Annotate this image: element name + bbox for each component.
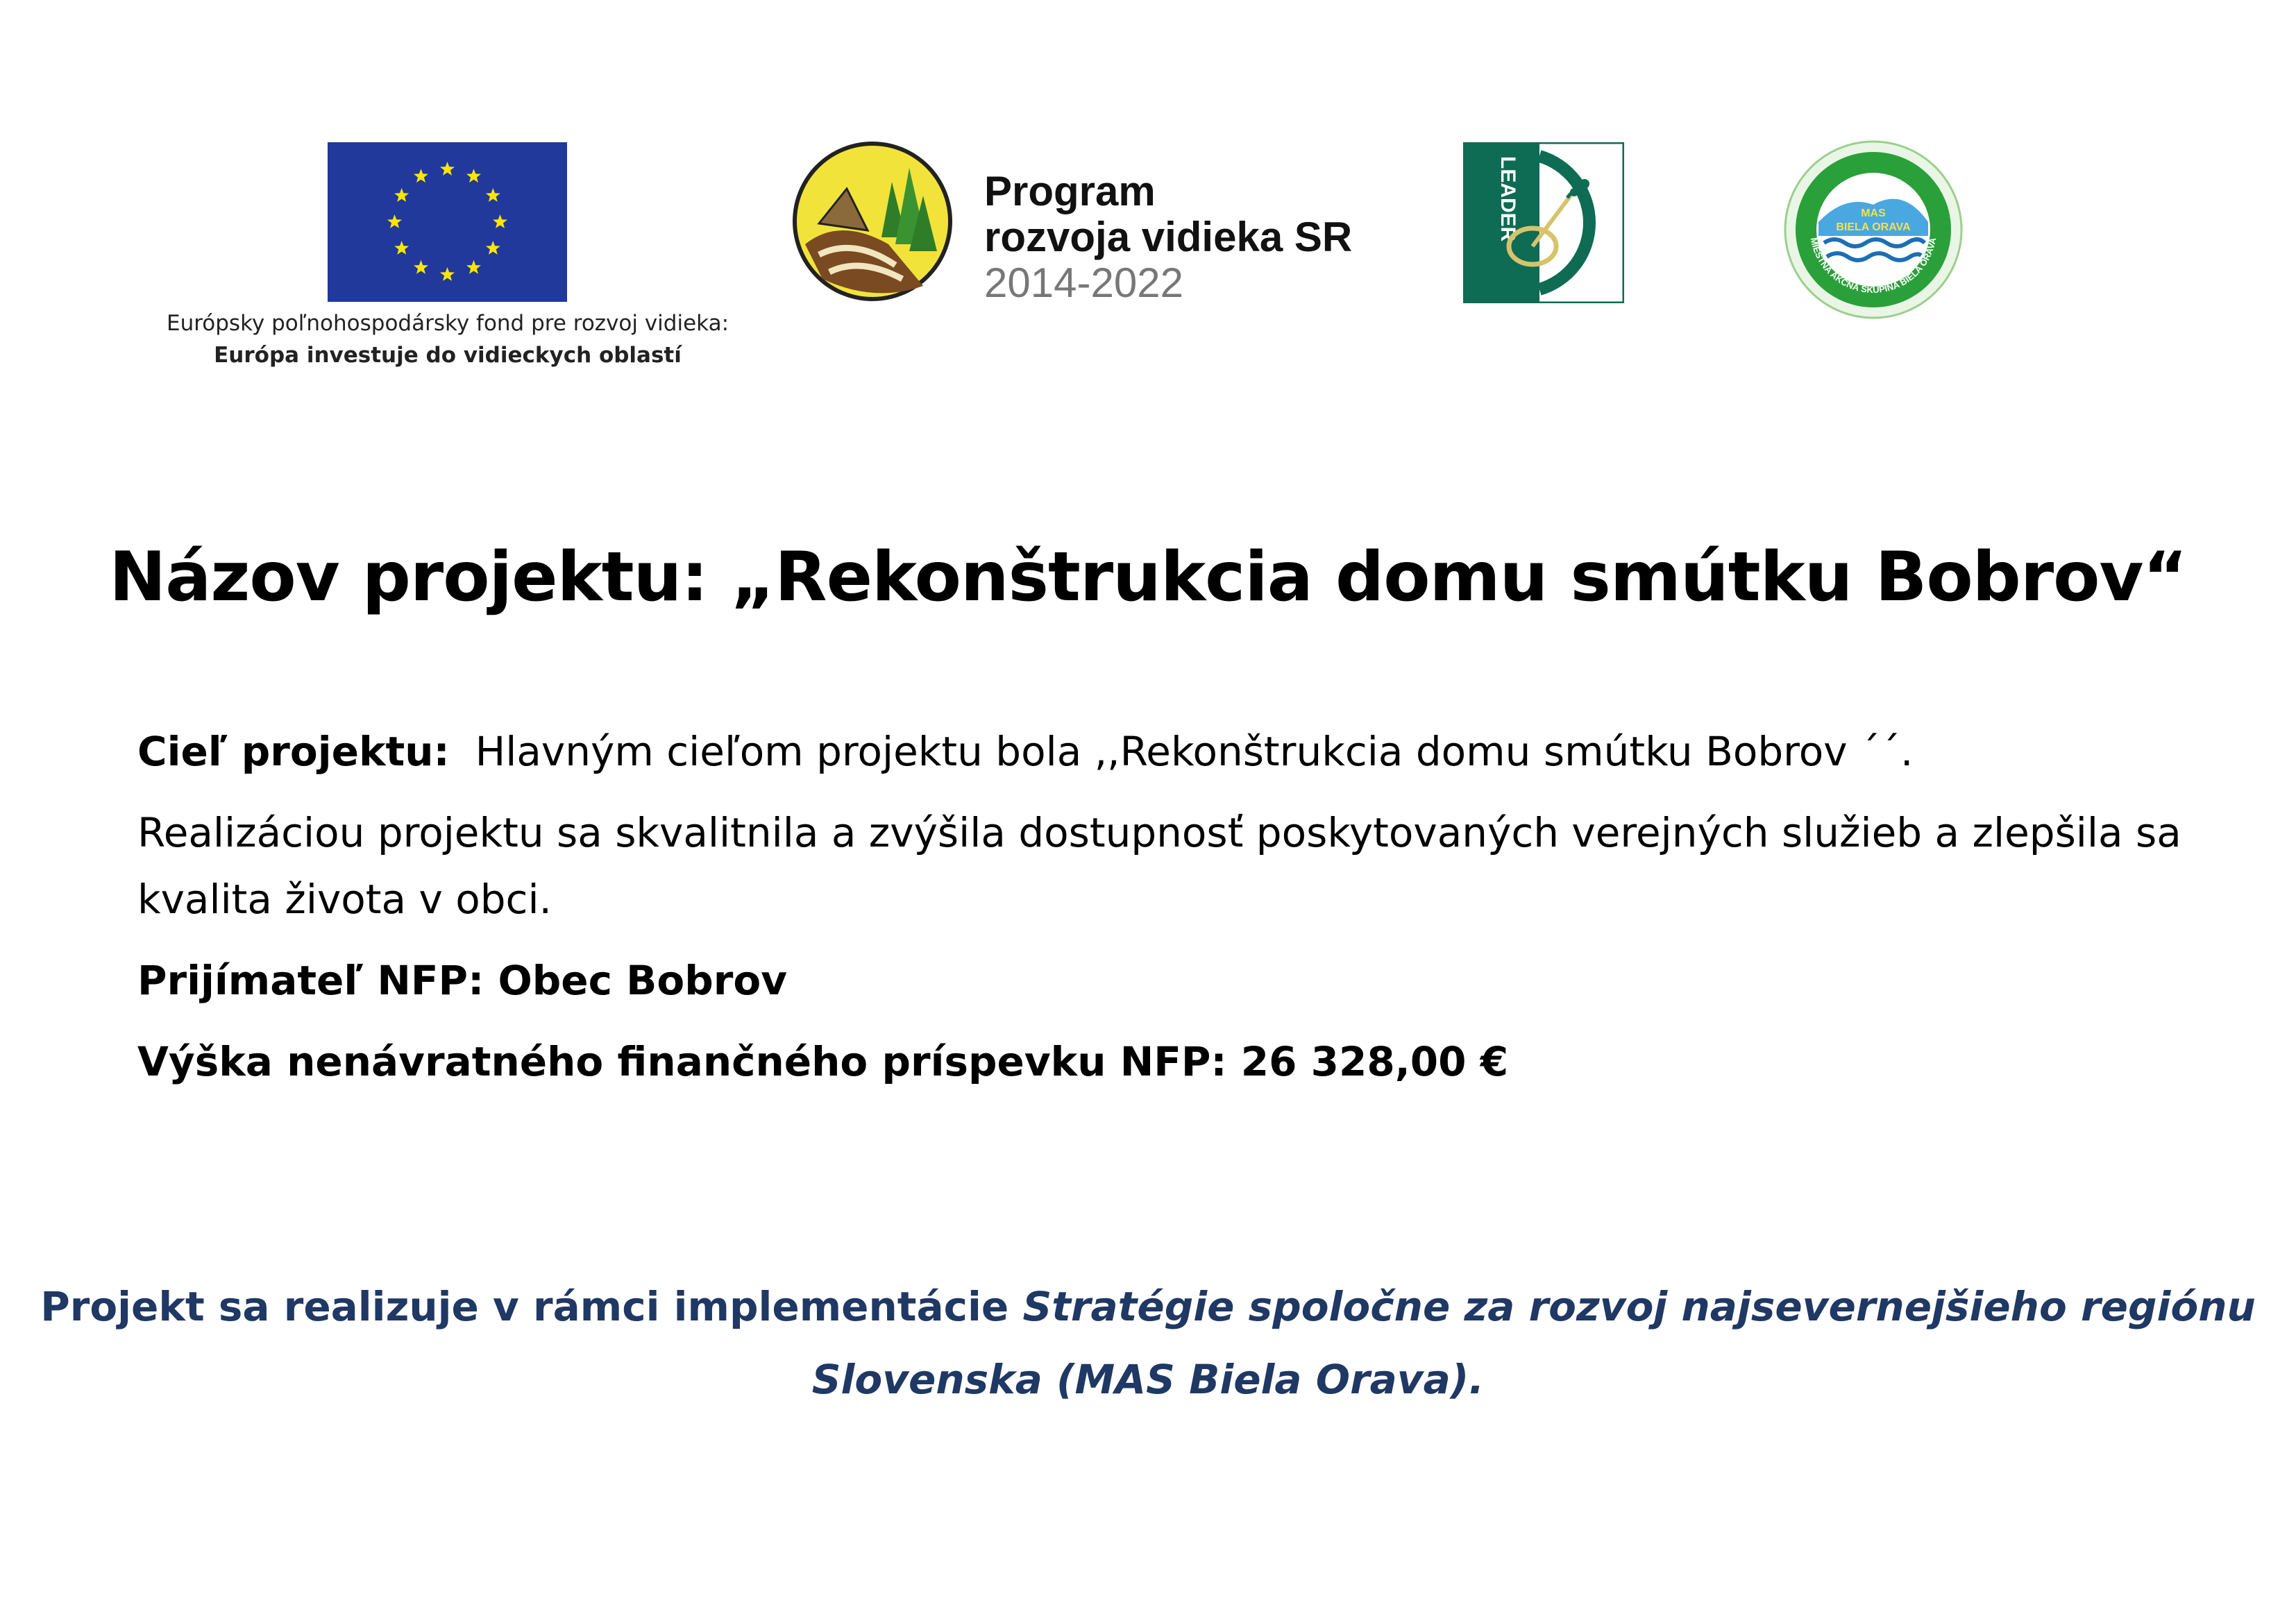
project-result-line-2: kvalita života v obci. (137, 876, 552, 923)
project-recipient: Prijímateľ NFP: Obec Bobrov (137, 957, 788, 1004)
mas-ring-text: MIESTNA AKČNÁ SKUPINA BIELA ORAVA (1808, 237, 1939, 296)
project-title: Názov projektu: „Rekonštrukcia domu smútku Bobrov“ (109, 538, 2187, 617)
eu-caption-line-1: Európsky poľnohospodársky fond pre rozvoj vidieka: (166, 311, 729, 336)
project-amount-value: 26 328,00 € (1240, 1038, 1509, 1085)
mas-biela-orava-logo-icon (1782, 139, 1964, 321)
eu-flag-icon (328, 142, 567, 302)
prv-title-line-2: rozvoja vidieka SR (984, 214, 1353, 260)
project-goal-text: Hlavným cieľom projektu bola ,,Rekonštrukcia domu smútku Bobrov ´´. (475, 728, 1914, 775)
footer-strategy-text: Stratégie spoločne za rozvoj najsevernejšieho regiónu (1022, 1283, 2256, 1330)
leader-label: LEADER (1496, 156, 1519, 242)
project-goal-label: Cieľ projektu: (137, 728, 450, 775)
project-goal (137, 718, 2178, 785)
prv-years: 2014-2022 (984, 260, 1183, 306)
project-result-line-1: Realizáciou projektu sa skvalitnila a zvýšila dostupnosť poskytovaných verejných služieb a zlepšila sa (137, 809, 2181, 856)
footer-line-1 (0, 1273, 2296, 1340)
footer-line-2: Slovenska (MAS Biela Orava). (811, 1356, 1485, 1403)
prv-title-line-1: Program (984, 168, 1156, 214)
leader-logo-icon (1463, 142, 1624, 303)
prv-emblem-icon (791, 140, 954, 303)
footer-plain-text: Projekt sa realizuje v rámci implementácie (40, 1283, 1023, 1330)
project-amount-label: Výška nenávratného finančného príspevku NFP: (137, 1038, 1227, 1085)
project-amount (137, 1028, 2178, 1095)
mas-label-bottom: BIELA ORAVA (1836, 221, 1911, 233)
mas-label-top: MAS (1861, 207, 1886, 219)
eu-caption-line-2: Európa investuje do vidieckych oblastí (214, 343, 682, 368)
